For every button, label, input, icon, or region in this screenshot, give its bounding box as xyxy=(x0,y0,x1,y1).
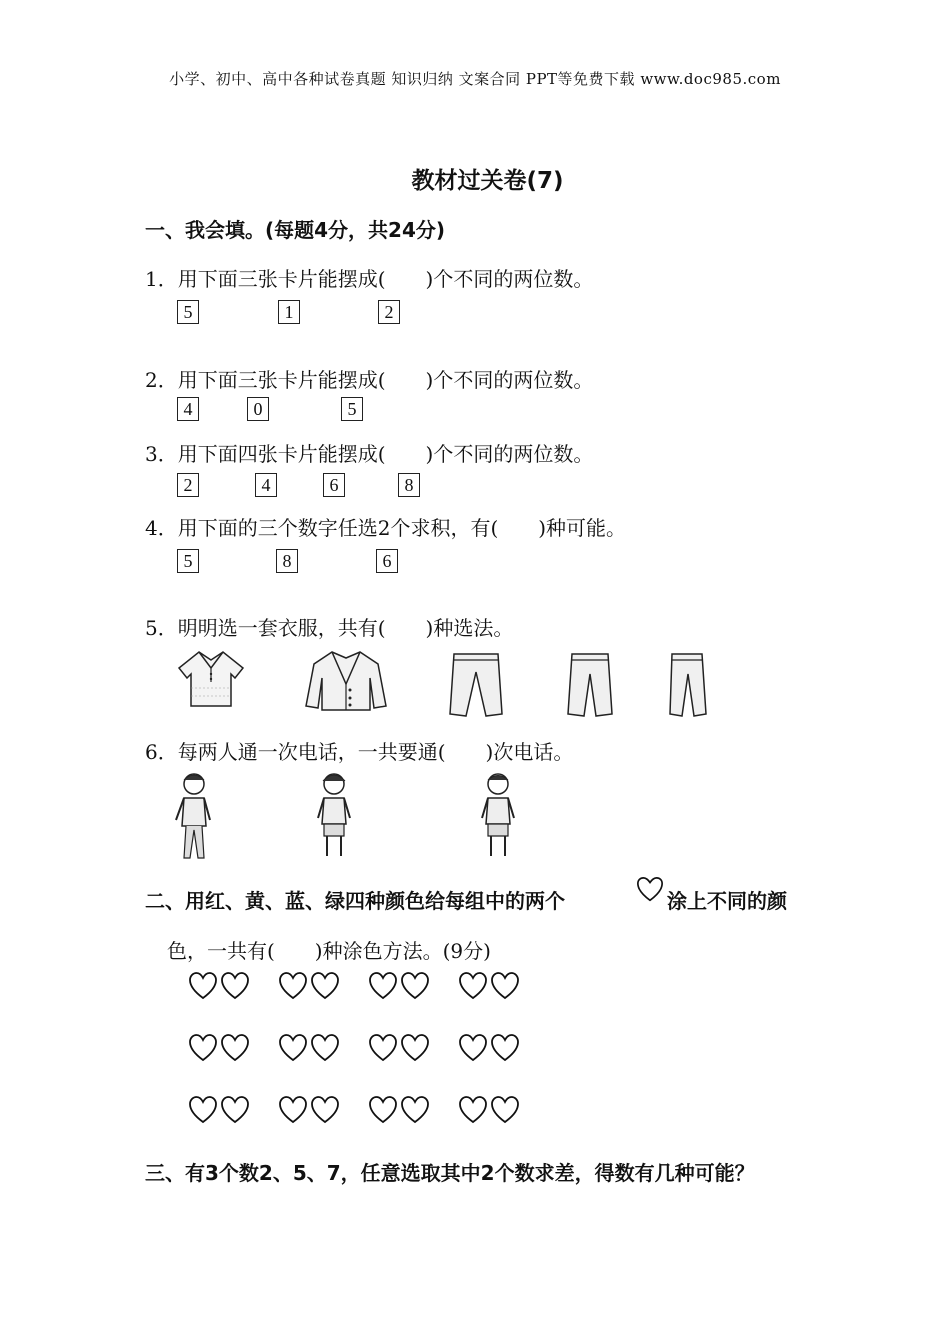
heart-icon xyxy=(368,1033,398,1063)
heart-icon xyxy=(188,971,218,1001)
heart-icon xyxy=(310,1033,340,1063)
section-2-heading-part-1: 二、用红、黄、蓝、绿四种颜色给每组中的两个 xyxy=(145,889,565,913)
section-1-heading: 一、我会填。(每题4分，共24分) xyxy=(145,218,446,242)
page-header: 小学、初中、高中各种试卷真题 知识归纳 文案合同 PPT等免费下载 www.doc985.com xyxy=(169,70,781,88)
trousers-icon xyxy=(448,652,504,718)
section-2-heading-part-2: 涂上不同的颜 xyxy=(667,889,787,913)
heart-icon xyxy=(400,971,430,1001)
heart-icon xyxy=(490,971,520,1001)
heart-icon xyxy=(220,1095,250,1125)
number-card: 5 xyxy=(341,397,363,421)
question-3: 3．用下面四张卡片能摆成( )个不同的两位数。 xyxy=(145,442,594,466)
question-5: 5．明明选一套衣服，共有( )种选法。 xyxy=(145,616,514,640)
heart-icon xyxy=(278,971,308,1001)
number-card: 8 xyxy=(276,549,298,573)
heart-icon xyxy=(310,1095,340,1125)
number-card: 0 xyxy=(247,397,269,421)
heart-icon xyxy=(458,1033,488,1063)
heart-icon xyxy=(368,1095,398,1125)
heart-icon xyxy=(458,1095,488,1125)
boy-icon xyxy=(476,770,520,864)
section-2-question: 色，一共有( )种涂色方法。(9分) xyxy=(167,939,491,963)
number-card: 2 xyxy=(378,300,400,324)
jacket-icon xyxy=(304,648,388,714)
number-card: 2 xyxy=(177,473,199,497)
number-card: 1 xyxy=(278,300,300,324)
question-2: 2．用下面三张卡片能摆成( )个不同的两位数。 xyxy=(145,368,594,392)
number-card: 5 xyxy=(177,549,199,573)
number-card: 5 xyxy=(177,300,199,324)
trousers-icon xyxy=(566,652,614,718)
number-card: 8 xyxy=(398,473,420,497)
heart-icon xyxy=(458,971,488,1001)
boy-icon xyxy=(172,770,216,864)
heart-icon xyxy=(188,1033,218,1063)
heart-icon xyxy=(220,971,250,1001)
boy-icon xyxy=(312,770,356,864)
heart-icon xyxy=(310,971,340,1001)
section-3-heading: 三、有3个数2、5、7，任意选取其中2个数求差，得数有几种可能？ xyxy=(145,1161,755,1185)
heart-icon xyxy=(220,1033,250,1063)
heart-icon xyxy=(278,1095,308,1125)
heart-icon xyxy=(490,1033,520,1063)
number-card: 4 xyxy=(177,397,199,421)
heart-icon xyxy=(188,1095,218,1125)
heart-icon xyxy=(636,876,664,904)
question-6: 6．每两人通一次电话，一共要通( )次电话。 xyxy=(145,740,574,764)
page-title: 教材过关卷(7) xyxy=(411,168,564,194)
number-card: 4 xyxy=(255,473,277,497)
heart-icon xyxy=(400,1033,430,1063)
question-1: 1．用下面三张卡片能摆成( )个不同的两位数。 xyxy=(145,267,594,291)
heart-icon xyxy=(368,971,398,1001)
heart-icon xyxy=(490,1095,520,1125)
question-4: 4．用下面的三个数字任选2个求积，有( )种可能。 xyxy=(145,516,627,540)
number-card: 6 xyxy=(376,549,398,573)
number-card: 6 xyxy=(323,473,345,497)
heart-icon xyxy=(400,1095,430,1125)
heart-icon xyxy=(278,1033,308,1063)
shirt-icon xyxy=(175,648,247,710)
trousers-icon xyxy=(668,652,708,718)
